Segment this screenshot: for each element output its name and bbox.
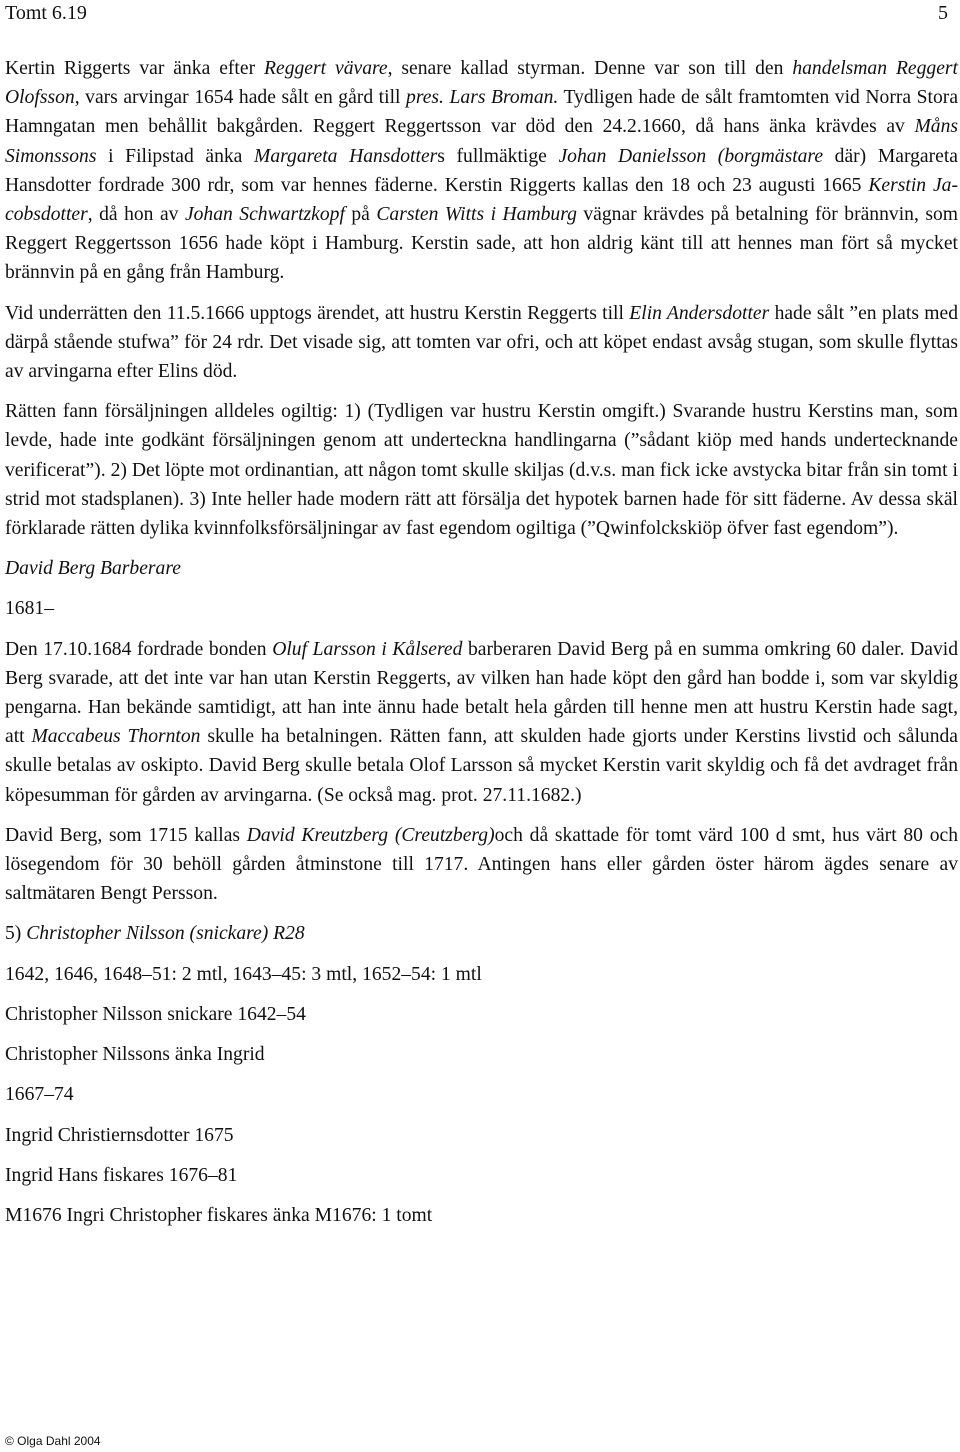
text-italic: Kerstin Jacobsdotter [5,174,959,226]
paragraph-2 [5,299,958,387]
section-heading-david-berg [5,554,958,583]
tax-line: 1642, 1646, 1648–51: 2 mtl, 1643–45: 3 mtl, 1652–54: 1 mtl [5,963,482,985]
paragraph-1 [5,54,958,288]
text-italic: Christopher Nilsson (snickare) R28 [26,923,305,945]
section-heading-christopher-nilsson [5,919,958,948]
paragraph-7 [5,821,958,909]
copyright-footer: © Olga Dahl 2004 [5,1434,101,1448]
text-italic: Margareta Hansdotter [254,145,438,167]
page-header [5,0,948,26]
owner-line: M1676 Ingri Christopher fiskares änka M1676: 1 tomt [5,1204,433,1226]
owner-line: Christopher Nilsson snickare 1642–54 [5,1003,306,1025]
text-italic: David Kreutzberg (Creutzberg) [246,824,495,846]
text: Vid underrätten den 11.5.1666 upptogs ärendet, att hustru Kerstin Reggerts till [5,302,630,324]
text: där) Margareta Hansdotter fordrade 300 rdr, som var hennes fäderne. Kerstin Riggerts kallas den 18 och 23 augusti 1665 [5,145,958,196]
text-italic: Maccabeus Thornton [31,726,201,748]
text-italic: Reggert vävare [264,58,388,79]
text-italic: Elin Andersdotter [629,302,770,324]
text: och då skattade för tomt värd 100 d smt, hus värt 80 och lösegendom för 30 behöll gården åtminstone till 1717. Antingen hans eller gården öster härom ägdes senare av saltmätaren Bengt Persson. [5,824,959,905]
text: 5) [5,923,27,945]
text: , senare kallad styrman. Denne var son till den [387,58,793,79]
owner-line: Ingrid Hans fiskares 1676–81 [5,1164,238,1186]
text-italic: handelsman Reggert Olofsson [5,58,958,109]
text: på [344,204,377,226]
text-italic: Carsten Witts i Hamburg [376,204,577,226]
owner-line: Ingrid Christiernsdotter 1675 [5,1124,234,1146]
text: hade sålt ”en plats med därpå stående stufwa” för 24 rdr. Det visade sig, att tomten var ofri, och att köpet endast avsåg stugan, som skulle flyttas av arvingarna efter Elins död. [5,302,959,383]
page-number: 5 [938,2,948,24]
text: , då hon av [87,204,185,226]
text: , vars arvingar 1654 hade sålt en gård till [74,87,407,109]
text: Tydligen hade de sålt framtomten vid Norra Stora Hamngatan men behållit bakgården. Reggert Reggertsson var död den 24.2.1660, då hans änka krävdes av [5,87,959,138]
text-italic: Johan Schwartzkopf [184,204,345,226]
text: David Berg, som 1715 kallas [5,824,247,846]
owner-line: Christopher Nilssons änka Ingrid [5,1044,265,1066]
text: vägnar krävdes på betalning för brännvin, som Reggert Reggertsson 1656 hade köpt i Hamburg. Kerstin sade, att hon aldrig känt till att hennes man fört så mycket brännvin på en gång från Hamburg. [5,204,958,284]
text: skulle ha betalningen. Rätten fann, att skulden hade gjorts under Kerstins livstid och sålunda skulle betalas av oskipto. David Berg skulle betala Olof Larsson så mycket Kerstin varit skyldig och få det avdraget från köpesumman för gården av arvingarna. (Se också mag. prot. 27.11.1682.) [5,726,959,806]
date-range: 1681– [5,598,54,620]
text-italic: pres. Lars Broman. [406,87,559,109]
text-italic: David Berg Barberare [5,558,181,580]
text: barberaren David Berg på en summa omkring 60 daler. David Berg svarade, att det inte var han utan Kerstin Reggerts, av vilken han hade köpt den gård han bodde i, som var skyldig pengarna. Han bekände samtidigt, att han inte ännu hade betalt hela gården till henne men att hustru Kerstin hade sagt, att [5,638,958,748]
text: Kertin Riggerts var änka efter [5,58,265,79]
paragraph-6 [5,635,958,810]
paragraph-3: Rätten fann försäljningen alldeles ogiltig: 1) (Tydligen var hustru Kerstin omgift.) Svarande hustru Kerstins man, som levde, hade inte godkänt försäljningen genom att underteckna handlingarna (”sådant kiöp med hands undertecknande verificerat”). 2) Det löpte mot ordinantian, att någon tomt skulle skiljas (d.v.s. man fick icke avstycka bitar från sin tomt i strid mot stadsplanen). 3) Inte heller hade modern rätt att försälja det hypotek barnen hade för sitt fäderne. Av dessa skäl förklarade rätten dylika kvinnfolksförsäljningar av fast egendom ogiltiga (”Qwinfolckskiöp öfver fast egendom”). [5,401,958,540]
text-italic: Johan Danielsson (borgmästare [558,145,824,167]
date-range: 1667–74 [5,1084,74,1106]
text: s fullmäktige [437,145,559,167]
document-body [5,54,958,1241]
text: Den 17.10.1684 fordrade bonden [5,638,273,660]
text: i Filipstad änka [96,145,255,167]
text-italic: Måns Simonssons [5,116,958,167]
text-italic: Oluf Larsson i Kålsered [272,638,463,660]
header-title: Tomt 6.19 [5,2,87,24]
